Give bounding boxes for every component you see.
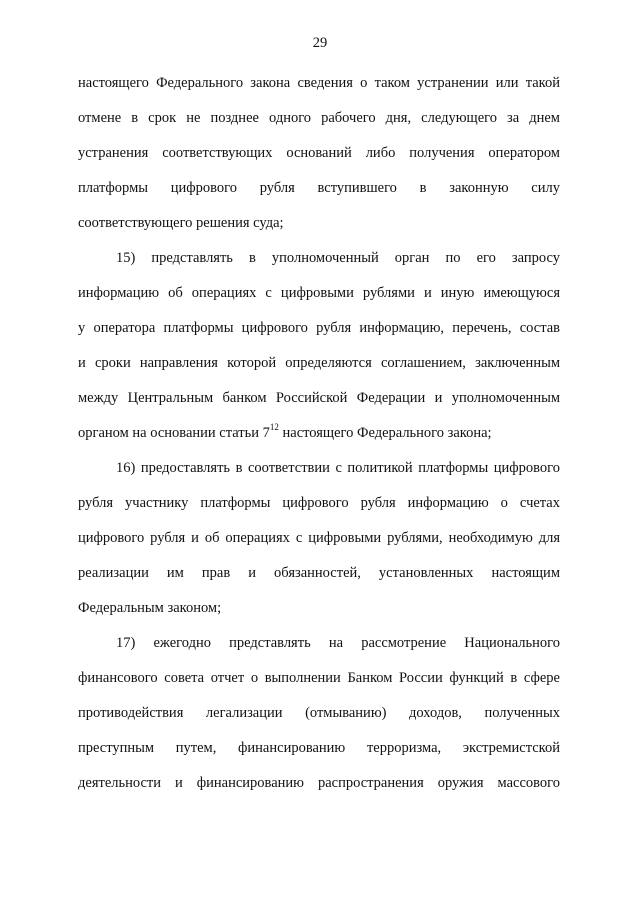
text-line: между Центральным банком Российской Федерации и уполномоченным: [78, 390, 560, 406]
text-line: у оператора платформы цифрового рубля информацию, перечень, состав: [78, 320, 560, 336]
text-fragment: органом на основании статьи 7: [78, 425, 270, 441]
text-line: 17) ежегодно представлять на рассмотрение Национального: [116, 635, 560, 651]
text-line: Федеральным законом;: [78, 600, 222, 616]
text-line: настоящего Федерального закона сведения о таком устранении или такой: [78, 75, 560, 91]
text-line: преступным путем, финансированию терроризма, экстремистской: [78, 740, 560, 756]
text-line: 16) предоставлять в соответствии с политикой платформы цифрового: [116, 460, 560, 476]
superscript: 12: [269, 422, 279, 433]
text-fragment: настоящего Федерального закона;: [278, 425, 492, 441]
text-line: финансового совета отчет о выполнении Банком России функций в сфере: [78, 670, 560, 686]
text-line: устранения соответствующих оснований либо получения оператором: [78, 145, 560, 161]
text-line-with-superscript: [78, 423, 560, 443]
text-line: реализации им прав и обязанностей, установленных настоящим: [78, 565, 560, 581]
page-number: 29: [312, 35, 328, 51]
text-line: платформы цифрового рубля вступившего в законную силу: [78, 180, 560, 196]
text-line: цифрового рубля и об операциях с цифровыми рублями, необходимую для: [78, 530, 560, 546]
text-line: противодействия легализации (отмыванию) доходов, полученных: [78, 705, 560, 721]
text-line: деятельности и финансированию распространения оружия массового: [78, 775, 560, 791]
text-line: и сроки направления которой определяются соглашением, заключенным: [78, 355, 560, 371]
text-line: соответствующего решения суда;: [78, 215, 284, 231]
text-line: рубля участнику платформы цифрового рубля информацию о счетах: [78, 495, 560, 511]
text-line: отмене в срок не позднее одного рабочего дня, следующего за днем: [78, 110, 560, 126]
text-line: 15) представлять в уполномоченный орган по его запросу: [116, 250, 560, 266]
text-line: информацию об операциях с цифровыми рублями и иную имеющуюся: [78, 285, 560, 301]
